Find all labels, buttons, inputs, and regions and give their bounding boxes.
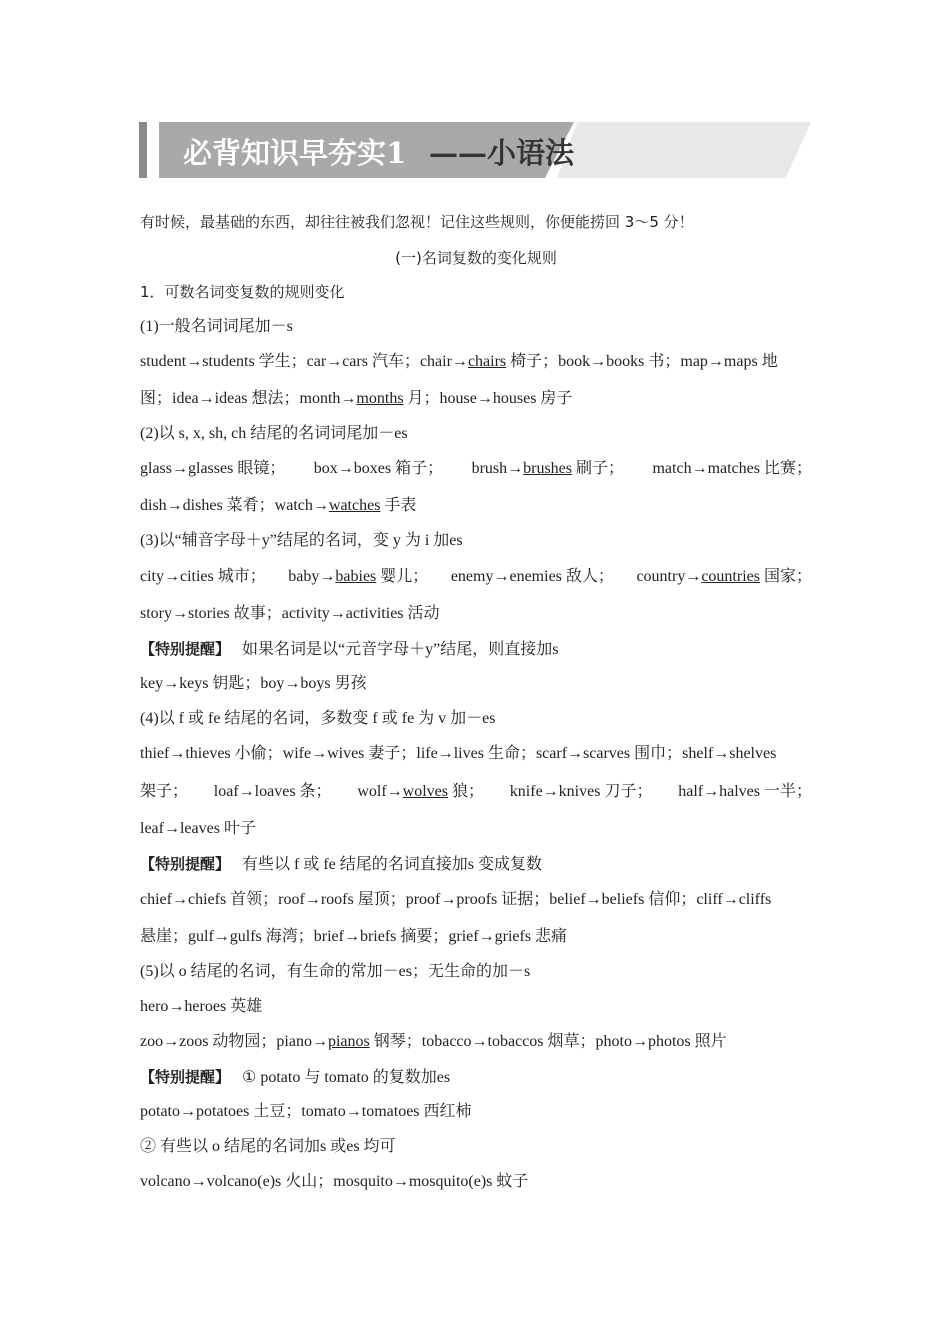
- tip-3: 【特别提醒】 ① potato 与 tomato 的复数加es: [140, 1068, 451, 1086]
- tip-3-item-2-example: volcano→volcano(e)s 火山；mosquito→mosquito(e)s 蚊子: [140, 1173, 529, 1190]
- answer-pianos: pianos: [327, 1033, 370, 1050]
- tip-2-line-2: 悬崖；gulf→gulfs 海湾；brief→briefs 摘要；grief→griefs 悲痛: [140, 928, 568, 945]
- rule-1-line-2: 图；idea→ideas 想法；month→months 月；house→houses 房子: [140, 390, 573, 407]
- answer-countries: countries: [701, 568, 760, 585]
- heading-countable-nouns: 1．可数名词变复数的规则变化: [140, 283, 345, 301]
- banner-accent-bar: [139, 122, 147, 178]
- tip-label: 【特别提醒】: [140, 640, 231, 658]
- rule-3-line-1: city→cities 城市； baby→babies 婴儿； enemy→enemies 敌人； country→countries 国家；: [140, 568, 812, 585]
- tip-2-line-1: chief→chiefs 首领；roof→roofs 屋顶；proof→proofs 证据；belief→beliefs 信仰；cliff→cliffs: [140, 891, 772, 908]
- rule-4-line-3: leaf→leaves 叶子: [140, 820, 256, 837]
- answer-months: months: [356, 390, 404, 407]
- rule-1-title: (1)一般名词词尾加－s: [140, 318, 293, 335]
- answer-chairs: chairs: [467, 353, 507, 370]
- rule-1-line-1: student→students 学生；car→cars 汽车；chair→chairs 椅子；book→books 书；map→maps 地: [140, 353, 778, 370]
- banner-subtitle: ——小语法: [429, 136, 575, 170]
- rule-4-line-1: thief→thieves 小偷；wife→wives 妻子；life→lives 生命；scarf→scarves 围巾；shelf→shelves: [140, 745, 777, 762]
- banner-title: 必背知识早夯实1: [183, 136, 407, 170]
- tip-label: 【特别提醒】: [140, 1068, 231, 1086]
- tip-2: 【特别提醒】 有些以 f 或 fe 结尾的名词直接加s 变成复数: [140, 855, 543, 873]
- rule-2-title: (2)以 s, x, sh, ch 结尾的名词词尾加－es: [140, 425, 408, 442]
- tip-1: 【特别提醒】 如果名词是以“元音字母＋y”结尾，则直接加s: [140, 640, 559, 658]
- tip-3-item-2: ② 有些以 o 结尾的名词加s 或es 均可: [140, 1138, 396, 1155]
- rule-3-title: (3)以“辅音字母＋y”结尾的名词，变 y 为 i 加es: [140, 532, 463, 549]
- answer-watches: watches: [328, 497, 381, 514]
- answer-babies: babies: [335, 568, 377, 585]
- rule-5-title: (5)以 o 结尾的名词，有生命的常加－es；无生命的加－s: [140, 963, 531, 980]
- banner-subtitle-background: [557, 122, 811, 178]
- rule-3-line-2: story→stories 故事；activity→activities 活动: [140, 605, 440, 622]
- answer-brushes: brushes: [523, 460, 573, 477]
- section-banner: [139, 122, 811, 178]
- rule-4-line-2: 架子； loaf→loaves 条； wolf→wolves 狼； knife→knives 刀子； half→halves 一半；: [140, 783, 812, 800]
- intro-text: 有时候，最基础的东西，却往往被我们忽视！记住这些规则，你便能捞回 3～5 分！: [140, 213, 694, 231]
- rule-5-line-1: hero→heroes 英雄: [140, 998, 263, 1015]
- tip-label: 【特别提醒】: [140, 855, 231, 873]
- tip-3-example: potato→potatoes 土豆；tomato→tomatoes 西红柿: [140, 1103, 472, 1120]
- rule-4-title: (4)以 f 或 fe 结尾的名词，多数变 f 或 fe 为 v 加－es: [140, 710, 496, 727]
- section-title: (一)名词复数的变化规则: [395, 249, 557, 267]
- rule-5-line-2: zoo→zoos 动物园；piano→pianos 钢琴；tobacco→tobaccos 烟草；photo→photos 照片: [140, 1033, 727, 1050]
- tip-1-example: key→keys 钥匙；boy→boys 男孩: [140, 675, 367, 692]
- rule-2-line-2: dish→dishes 菜肴；watch→watches 手表: [140, 497, 417, 514]
- answer-wolves: wolves: [402, 783, 448, 800]
- rule-2-line-1: glass→glasses 眼镜； box→boxes 箱子； brush→brushes 刷子； match→matches 比赛；: [140, 460, 812, 477]
